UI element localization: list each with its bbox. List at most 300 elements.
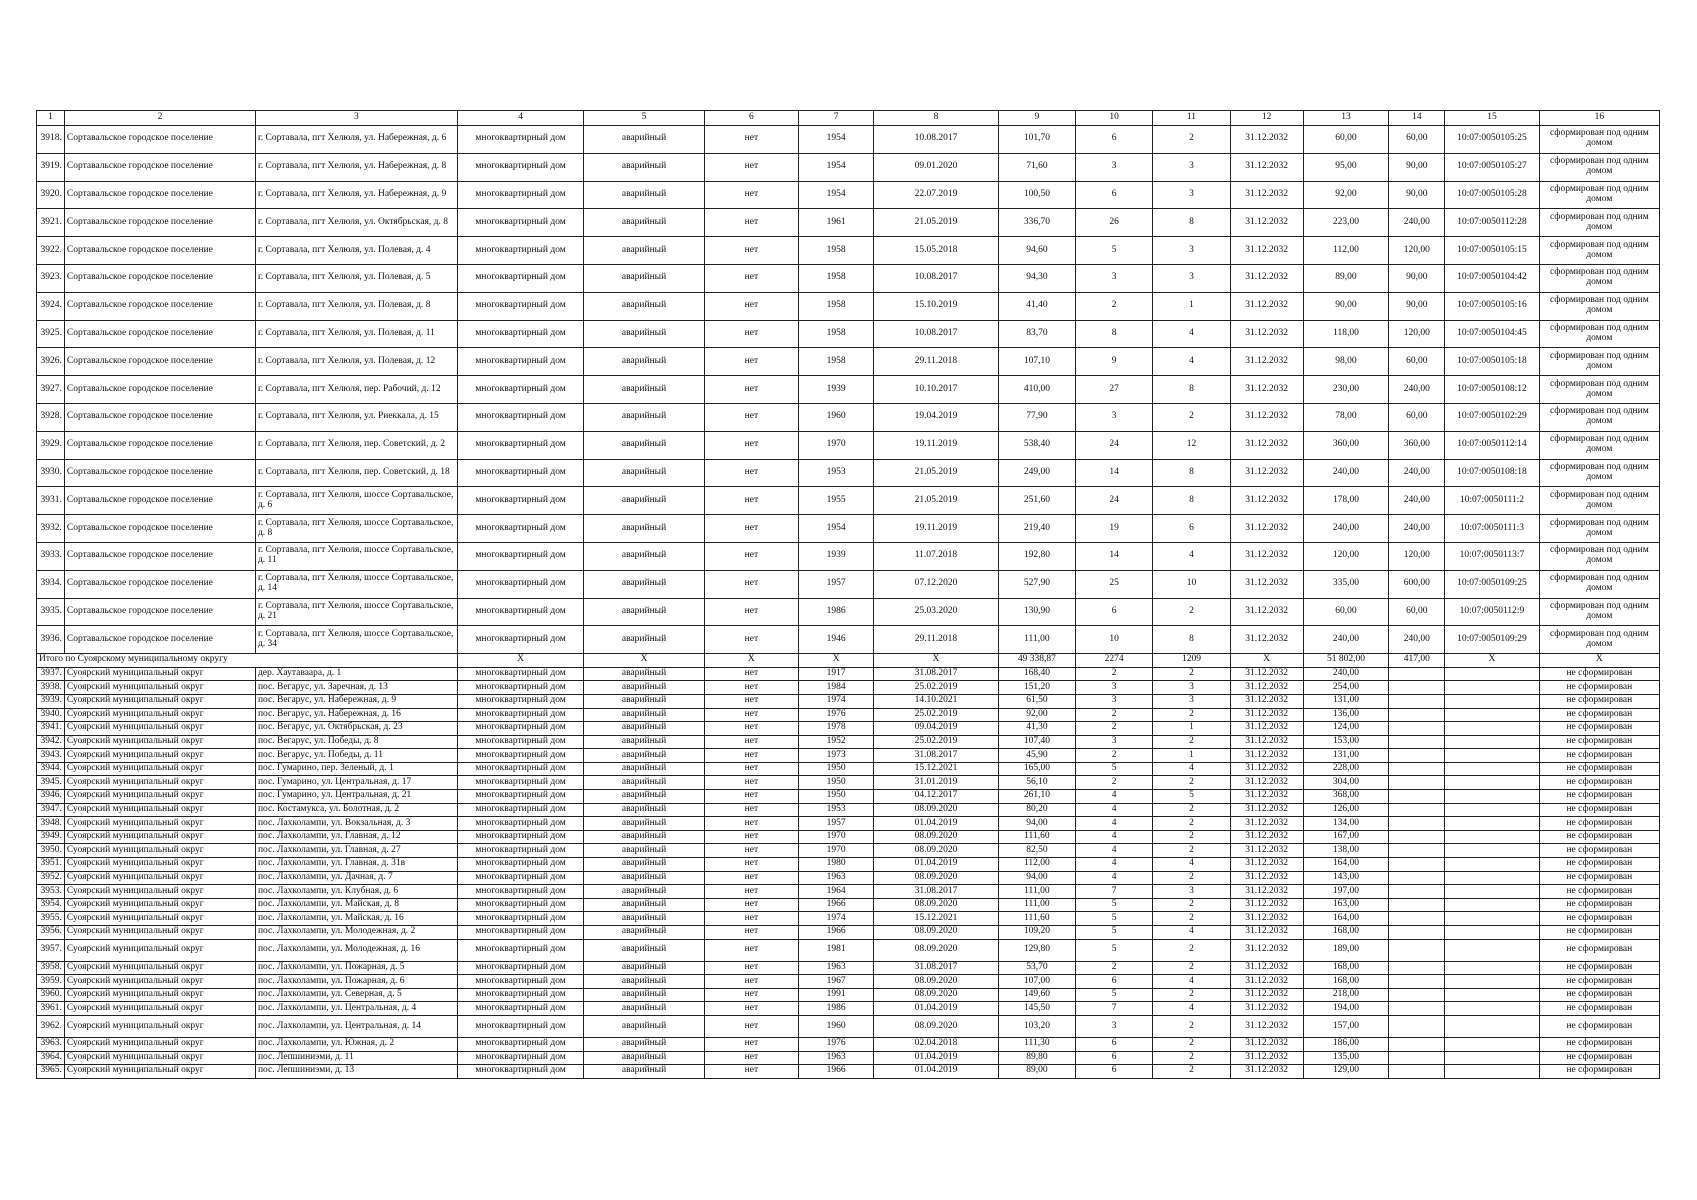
- building-type: многоквартирный дом: [457, 776, 584, 790]
- building-type: многоквартирный дом: [457, 1065, 584, 1079]
- row-number: 3937.: [37, 667, 65, 681]
- address: пос. Лахколампи, ул. Центральная, д. 14: [255, 1015, 457, 1037]
- apartments-count: 3: [1153, 885, 1230, 899]
- included-flag: нет: [704, 885, 798, 899]
- address: пос. Лахколампи, ул. Майская, д. 16: [255, 912, 457, 926]
- resettlement-date: 31.12.2032: [1230, 403, 1303, 431]
- build-year: 1950: [799, 776, 874, 790]
- plot-status: не сформирован: [1539, 858, 1659, 872]
- plot-area-formed: [1389, 988, 1445, 1002]
- total-area: 45,90: [998, 749, 1075, 763]
- included-flag: нет: [704, 181, 798, 209]
- municipality: Сортавальское городское поселение: [64, 126, 255, 154]
- total-area: 107,00: [998, 975, 1075, 989]
- total-area: 249,00: [998, 459, 1075, 487]
- address: г. Сортавала, пгт Хелюля, ул. Набережная, д. 9: [255, 181, 457, 209]
- building-status: аварийный: [584, 126, 704, 154]
- total-area: 219,40: [998, 515, 1075, 543]
- included-flag: нет: [704, 292, 798, 320]
- building-type: многоквартирный дом: [457, 153, 584, 181]
- column-header: 11: [1153, 111, 1230, 126]
- plot-area-formed: [1389, 975, 1445, 989]
- header-row: [37, 111, 1660, 126]
- recognition-date: 10.08.2017: [874, 320, 999, 348]
- plot-status: сформирован под одним домом: [1539, 542, 1659, 570]
- included-flag: нет: [704, 598, 798, 626]
- plot-status: не сформирован: [1539, 898, 1659, 912]
- cadastral-number: 10:07:0050105:27: [1445, 153, 1539, 181]
- apartments-count: 8: [1153, 459, 1230, 487]
- plot-area-formed: 240,00: [1389, 376, 1445, 404]
- recognition-date: 01.04.2019: [874, 817, 999, 831]
- row-number: 3931.: [37, 487, 65, 515]
- building-status: аварийный: [584, 871, 704, 885]
- municipality: Сортавальское городское поселение: [64, 459, 255, 487]
- apartments-count: 2: [1153, 708, 1230, 722]
- building-type: многоквартирный дом: [457, 376, 584, 404]
- total-area: 251,60: [998, 487, 1075, 515]
- total-area: 92,00: [998, 708, 1075, 722]
- apartments-count: 4: [1153, 542, 1230, 570]
- resettlement-date: 31.12.2032: [1230, 708, 1303, 722]
- residents-count: 14: [1076, 459, 1153, 487]
- build-year: 1957: [799, 570, 874, 598]
- recognition-date: 01.04.2019: [874, 1002, 999, 1016]
- build-year: 1973: [799, 749, 874, 763]
- apartments-count: 3: [1153, 694, 1230, 708]
- build-year: 1976: [799, 1037, 874, 1051]
- residents-count: 4: [1076, 858, 1153, 872]
- address: пос. Гумарино, пер. Зеленый, д. 1: [255, 762, 457, 776]
- cadastral-number: 10:07:0050111:2: [1445, 487, 1539, 515]
- plot-area-formed: [1389, 898, 1445, 912]
- plot-area: 131,00: [1303, 749, 1389, 763]
- residents-count: 7: [1076, 1002, 1153, 1016]
- cadastral-number: 10:07:0050108:12: [1445, 376, 1539, 404]
- plot-status: не сформирован: [1539, 1037, 1659, 1051]
- row-number: 3927.: [37, 376, 65, 404]
- build-year: 1957: [799, 817, 874, 831]
- municipality: Суоярский муниципальный округ: [64, 912, 255, 926]
- building-type: многоквартирный дом: [457, 844, 584, 858]
- table-row: [37, 626, 1660, 654]
- recognition-date: 25.02.2019: [874, 735, 999, 749]
- apartments-count: 2: [1153, 988, 1230, 1002]
- address: г. Сортавала, пгт Хелюля, ул. Набережная, д. 8: [255, 153, 457, 181]
- apartments-count: 2: [1153, 1037, 1230, 1051]
- plot-status: сформирован под одним домом: [1539, 626, 1659, 654]
- row-number: 3928.: [37, 403, 65, 431]
- table-row: [37, 376, 1660, 404]
- row-number: 3929.: [37, 431, 65, 459]
- plot-area-formed: [1389, 912, 1445, 926]
- municipality: Суоярский муниципальный округ: [64, 722, 255, 736]
- plot-area: 138,00: [1303, 844, 1389, 858]
- municipality: Сортавальское городское поселение: [64, 264, 255, 292]
- column-header: 14: [1389, 111, 1445, 126]
- plot-area-formed: 240,00: [1389, 487, 1445, 515]
- address: пос. Вегарус, ул. Победы, д. 11: [255, 749, 457, 763]
- address: пос. Лахколампи, ул. Дачная, д. 7: [255, 871, 457, 885]
- row-number: 3921.: [37, 209, 65, 237]
- recognition-date: 11.07.2018: [874, 542, 999, 570]
- table-row: [37, 830, 1660, 844]
- building-status: аварийный: [584, 292, 704, 320]
- column-header: 15: [1445, 111, 1539, 126]
- build-year: 1953: [799, 459, 874, 487]
- residents-count: 8: [1076, 320, 1153, 348]
- address: пос. Лахколампи, ул. Клубная, д. 6: [255, 885, 457, 899]
- total-area: 41,40: [998, 292, 1075, 320]
- resettlement-date: 31.12.2032: [1230, 209, 1303, 237]
- build-year: 1986: [799, 1002, 874, 1016]
- total-area: 151,20: [998, 681, 1075, 695]
- recognition-date: 08.09.2020: [874, 988, 999, 1002]
- cadastral-number: 10:07:0050105:28: [1445, 181, 1539, 209]
- total-area: 103,20: [998, 1015, 1075, 1037]
- row-number: 3963.: [37, 1037, 65, 1051]
- resettlement-date: 31.12.2032: [1230, 885, 1303, 899]
- plot-area-formed: [1389, 1051, 1445, 1065]
- total-value: X: [457, 654, 584, 668]
- table-row: [37, 988, 1660, 1002]
- housing-registry-sheet: [36, 110, 1660, 1079]
- plot-status: сформирован под одним домом: [1539, 431, 1659, 459]
- building-type: многоквартирный дом: [457, 264, 584, 292]
- total-area: 83,70: [998, 320, 1075, 348]
- total-value: X: [874, 654, 999, 668]
- build-year: 1946: [799, 626, 874, 654]
- included-flag: нет: [704, 626, 798, 654]
- cadastral-number: [1445, 912, 1539, 926]
- cadastral-number: [1445, 926, 1539, 940]
- residents-count: 25: [1076, 570, 1153, 598]
- included-flag: нет: [704, 762, 798, 776]
- cadastral-number: 10:07:0050105:15: [1445, 237, 1539, 265]
- plot-status: сформирован под одним домом: [1539, 292, 1659, 320]
- building-type: многоквартирный дом: [457, 570, 584, 598]
- total-area: 94,30: [998, 264, 1075, 292]
- apartments-count: 2: [1153, 830, 1230, 844]
- cadastral-number: [1445, 975, 1539, 989]
- residents-count: 3: [1076, 681, 1153, 695]
- cadastral-number: [1445, 803, 1539, 817]
- residents-count: 5: [1076, 926, 1153, 940]
- cadastral-number: [1445, 694, 1539, 708]
- plot-area: 186,00: [1303, 1037, 1389, 1051]
- plot-status: не сформирован: [1539, 1015, 1659, 1037]
- row-number: 3954.: [37, 898, 65, 912]
- build-year: 1961: [799, 209, 874, 237]
- building-status: аварийный: [584, 209, 704, 237]
- included-flag: нет: [704, 871, 798, 885]
- plot-status: сформирован под одним домом: [1539, 264, 1659, 292]
- recognition-date: 04.12.2017: [874, 790, 999, 804]
- cadastral-number: [1445, 681, 1539, 695]
- address: пос. Лахколампи, ул. Вокзальная, д. 3: [255, 817, 457, 831]
- cadastral-number: [1445, 871, 1539, 885]
- plot-status: не сформирован: [1539, 762, 1659, 776]
- included-flag: нет: [704, 459, 798, 487]
- municipality: Сортавальское городское поселение: [64, 237, 255, 265]
- cadastral-number: 10:07:0050111:3: [1445, 515, 1539, 543]
- cadastral-number: [1445, 708, 1539, 722]
- total-area: 41,30: [998, 722, 1075, 736]
- included-flag: нет: [704, 667, 798, 681]
- table-row: [37, 694, 1660, 708]
- building-status: аварийный: [584, 667, 704, 681]
- plot-area-formed: 240,00: [1389, 515, 1445, 543]
- building-status: аварийный: [584, 487, 704, 515]
- total-row: [37, 654, 1660, 668]
- apartments-count: 8: [1153, 209, 1230, 237]
- resettlement-date: 31.12.2032: [1230, 858, 1303, 872]
- apartments-count: 2: [1153, 817, 1230, 831]
- resettlement-date: 31.12.2032: [1230, 776, 1303, 790]
- plot-status: сформирован под одним домом: [1539, 153, 1659, 181]
- building-type: многоквартирный дом: [457, 403, 584, 431]
- residents-count: 4: [1076, 803, 1153, 817]
- plot-area: 240,00: [1303, 515, 1389, 543]
- building-status: аварийный: [584, 264, 704, 292]
- municipality: Сортавальское городское поселение: [64, 626, 255, 654]
- table-row: [37, 844, 1660, 858]
- recognition-date: 10.10.2017: [874, 376, 999, 404]
- municipality: Сортавальское городское поселение: [64, 515, 255, 543]
- build-year: 1950: [799, 762, 874, 776]
- build-year: 1958: [799, 320, 874, 348]
- build-year: 1966: [799, 898, 874, 912]
- plot-area-formed: [1389, 817, 1445, 831]
- plot-area: 168,00: [1303, 975, 1389, 989]
- address: г. Сортавала, пгт Хелюля, ул. Полевая, д. 5: [255, 264, 457, 292]
- plot-status: сформирован под одним домом: [1539, 598, 1659, 626]
- build-year: 1966: [799, 1065, 874, 1079]
- address: пос. Вегарус, ул. Набережная, д. 16: [255, 708, 457, 722]
- table-row: [37, 542, 1660, 570]
- table-row: [37, 776, 1660, 790]
- apartments-count: 2: [1153, 598, 1230, 626]
- building-type: многоквартирный дом: [457, 487, 584, 515]
- building-status: аварийный: [584, 542, 704, 570]
- residents-count: 24: [1076, 431, 1153, 459]
- address: г. Сортавала, пгт Хелюля, ул. Полевая, д. 4: [255, 237, 457, 265]
- included-flag: нет: [704, 487, 798, 515]
- build-year: 1939: [799, 376, 874, 404]
- municipality: Сортавальское городское поселение: [64, 376, 255, 404]
- row-number: 3947.: [37, 803, 65, 817]
- resettlement-date: 31.12.2032: [1230, 264, 1303, 292]
- plot-status: не сформирован: [1539, 844, 1659, 858]
- plot-area: 240,00: [1303, 626, 1389, 654]
- plot-area-formed: [1389, 830, 1445, 844]
- total-area: 410,00: [998, 376, 1075, 404]
- address: пос. Лахколампи, ул. Главная, д. 27: [255, 844, 457, 858]
- plot-area: 98,00: [1303, 348, 1389, 376]
- residents-count: 2: [1076, 292, 1153, 320]
- build-year: 1970: [799, 844, 874, 858]
- included-flag: нет: [704, 708, 798, 722]
- plot-area: 194,00: [1303, 1002, 1389, 1016]
- resettlement-date: 31.12.2032: [1230, 1015, 1303, 1037]
- address: пос. Лахколампи, ул. Главная, д. 31в: [255, 858, 457, 872]
- resettlement-date: 31.12.2032: [1230, 431, 1303, 459]
- total-area: 111,60: [998, 830, 1075, 844]
- included-flag: нет: [704, 975, 798, 989]
- row-number: 3934.: [37, 570, 65, 598]
- building-type: многоквартирный дом: [457, 237, 584, 265]
- table-row: [37, 762, 1660, 776]
- plot-status: не сформирован: [1539, 708, 1659, 722]
- plot-status: сформирован под одним домом: [1539, 181, 1659, 209]
- table-row: [37, 403, 1660, 431]
- total-area: 129,80: [998, 939, 1075, 961]
- build-year: 1954: [799, 126, 874, 154]
- recognition-date: 15.05.2018: [874, 237, 999, 265]
- row-number: 3939.: [37, 694, 65, 708]
- plot-area: 335,00: [1303, 570, 1389, 598]
- total-area: 80,20: [998, 803, 1075, 817]
- plot-area-formed: [1389, 790, 1445, 804]
- plot-status: не сформирован: [1539, 1002, 1659, 1016]
- resettlement-date: 31.12.2032: [1230, 237, 1303, 265]
- recognition-date: 29.11.2018: [874, 348, 999, 376]
- building-status: аварийный: [584, 735, 704, 749]
- resettlement-date: 31.12.2032: [1230, 988, 1303, 1002]
- recognition-date: 07.12.2020: [874, 570, 999, 598]
- address: пос. Лахколампи, ул. Молодежная, д. 16: [255, 939, 457, 961]
- building-status: аварийный: [584, 885, 704, 899]
- table-row: [37, 803, 1660, 817]
- residents-count: 9: [1076, 348, 1153, 376]
- residents-count: 2: [1076, 722, 1153, 736]
- plot-area-formed: [1389, 803, 1445, 817]
- plot-area: 254,00: [1303, 681, 1389, 695]
- building-type: многоквартирный дом: [457, 975, 584, 989]
- recognition-date: 15.12.2021: [874, 762, 999, 776]
- address: пос. Гумарино, ул. Центральная, д. 21: [255, 790, 457, 804]
- address: г. Сортавала, пгт Хелюля, ул. Набережная, д. 6: [255, 126, 457, 154]
- recognition-date: 09.04.2019: [874, 722, 999, 736]
- address: пос. Вегарус, ул. Заречная, д. 13: [255, 681, 457, 695]
- build-year: 1974: [799, 694, 874, 708]
- table-row: [37, 961, 1660, 975]
- plot-status: сформирован под одним домом: [1539, 348, 1659, 376]
- table-row: [37, 926, 1660, 940]
- total-area: 89,00: [998, 1065, 1075, 1079]
- residents-count: 5: [1076, 898, 1153, 912]
- cadastral-number: 10:07:0050113:7: [1445, 542, 1539, 570]
- apartments-count: 2: [1153, 776, 1230, 790]
- apartments-count: 1: [1153, 292, 1230, 320]
- plot-area: 90,00: [1303, 292, 1389, 320]
- included-flag: нет: [704, 348, 798, 376]
- address: г. Сортавала, пгт Хелюля, ул. Полевая, д. 8: [255, 292, 457, 320]
- recognition-date: 08.09.2020: [874, 871, 999, 885]
- total-area: 149,60: [998, 988, 1075, 1002]
- address: г. Сортавала, пгт Хелюля, пер. Советский, д. 18: [255, 459, 457, 487]
- total-area: 56,10: [998, 776, 1075, 790]
- building-status: аварийный: [584, 776, 704, 790]
- table-row: [37, 1065, 1660, 1079]
- included-flag: нет: [704, 939, 798, 961]
- plot-status: не сформирован: [1539, 988, 1659, 1002]
- plot-area-formed: [1389, 749, 1445, 763]
- cadastral-number: 10:07:0050105:18: [1445, 348, 1539, 376]
- building-type: многоквартирный дом: [457, 735, 584, 749]
- residents-count: 4: [1076, 790, 1153, 804]
- table-row: [37, 348, 1660, 376]
- build-year: 1963: [799, 1051, 874, 1065]
- row-number: 3961.: [37, 1002, 65, 1016]
- plot-area: 230,00: [1303, 376, 1389, 404]
- total-area: 89,80: [998, 1051, 1075, 1065]
- included-flag: нет: [704, 912, 798, 926]
- build-year: 1958: [799, 292, 874, 320]
- resettlement-date: 31.12.2032: [1230, 939, 1303, 961]
- row-number: 3930.: [37, 459, 65, 487]
- plot-area: 360,00: [1303, 431, 1389, 459]
- column-header: 6: [704, 111, 798, 126]
- plot-status: не сформирован: [1539, 667, 1659, 681]
- plot-area: 178,00: [1303, 487, 1389, 515]
- table-row: [37, 817, 1660, 831]
- address: пос. Лахколампи, ул. Главная, д. 12: [255, 830, 457, 844]
- included-flag: нет: [704, 830, 798, 844]
- build-year: 1963: [799, 871, 874, 885]
- recognition-date: 31.08.2017: [874, 885, 999, 899]
- recognition-date: 15.10.2019: [874, 292, 999, 320]
- row-number: 3965.: [37, 1065, 65, 1079]
- total-area: 94,60: [998, 237, 1075, 265]
- building-type: многоквартирный дом: [457, 830, 584, 844]
- included-flag: нет: [704, 403, 798, 431]
- municipality: Сортавальское городское поселение: [64, 542, 255, 570]
- residents-count: 6: [1076, 181, 1153, 209]
- table-row: [37, 790, 1660, 804]
- municipality: Суоярский муниципальный округ: [64, 1065, 255, 1079]
- address: г. Сортавала, пгт Хелюля, шоссе Сортавальское, д. 34: [255, 626, 457, 654]
- plot-area-formed: [1389, 1015, 1445, 1037]
- build-year: 1955: [799, 487, 874, 515]
- plot-status: не сформирован: [1539, 776, 1659, 790]
- build-year: 1958: [799, 237, 874, 265]
- municipality: Суоярский муниципальный округ: [64, 975, 255, 989]
- apartments-count: 4: [1153, 975, 1230, 989]
- building-status: аварийный: [584, 153, 704, 181]
- recognition-date: 25.03.2020: [874, 598, 999, 626]
- municipality: Суоярский муниципальный округ: [64, 844, 255, 858]
- apartments-count: 5: [1153, 790, 1230, 804]
- table-row: [37, 487, 1660, 515]
- address: г. Сортавала, пгт Хелюля, ул. Полевая, д. 12: [255, 348, 457, 376]
- address: пос. Лахколампи, ул. Майская, д. 8: [255, 898, 457, 912]
- building-status: аварийный: [584, 237, 704, 265]
- apartments-count: 2: [1153, 871, 1230, 885]
- included-flag: нет: [704, 431, 798, 459]
- residents-count: 6: [1076, 1065, 1153, 1079]
- row-number: 3932.: [37, 515, 65, 543]
- building-type: многоквартирный дом: [457, 912, 584, 926]
- total-area: 165,00: [998, 762, 1075, 776]
- cadastral-number: [1445, 749, 1539, 763]
- cadastral-number: [1445, 735, 1539, 749]
- plot-area: 89,00: [1303, 264, 1389, 292]
- residents-count: 27: [1076, 376, 1153, 404]
- apartments-count: 8: [1153, 376, 1230, 404]
- building-status: аварийный: [584, 570, 704, 598]
- table-row: [37, 939, 1660, 961]
